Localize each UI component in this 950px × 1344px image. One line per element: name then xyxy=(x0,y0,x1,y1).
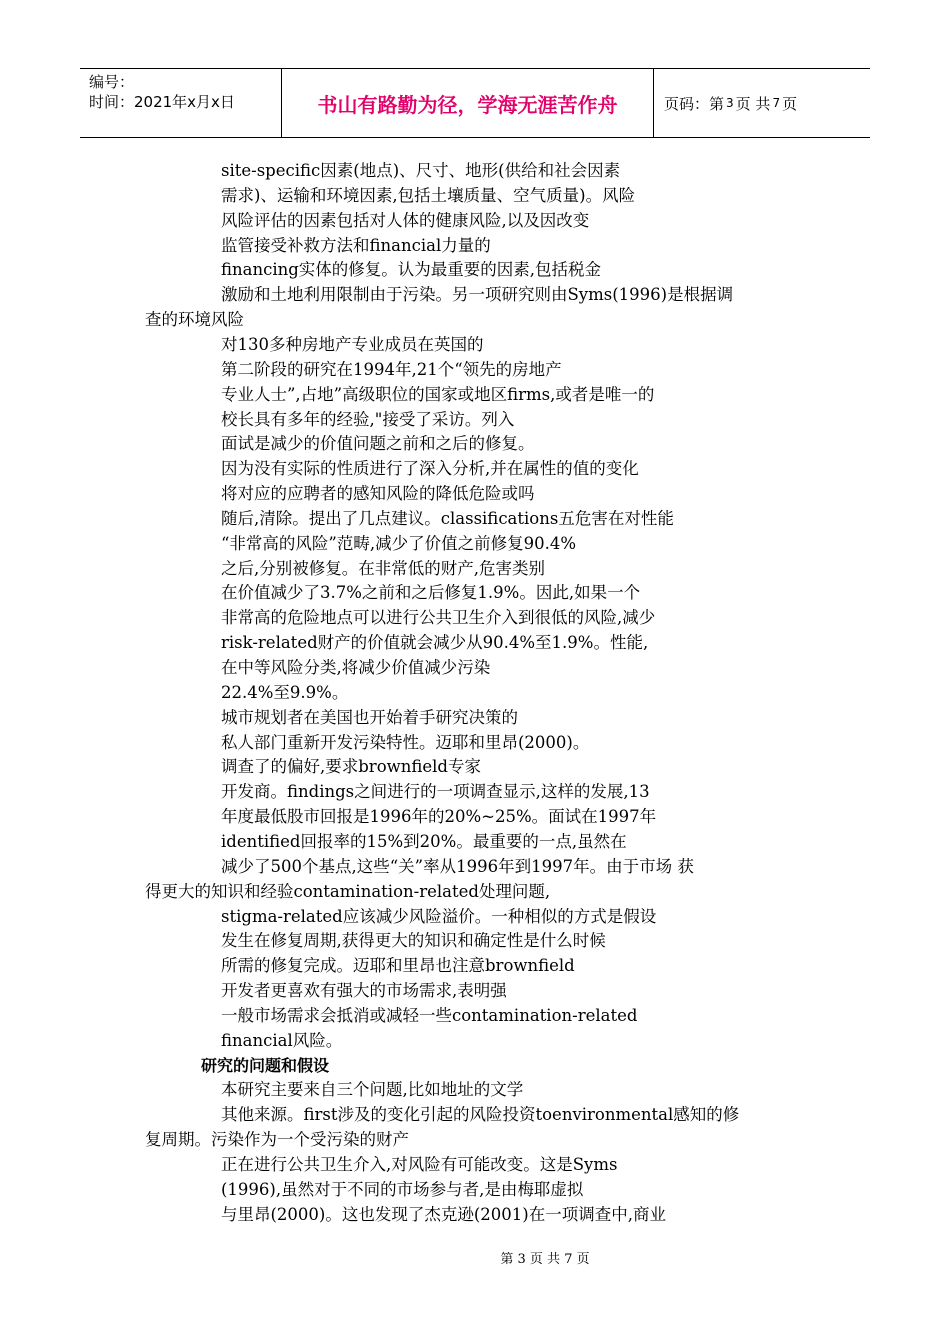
page-total: 7 xyxy=(772,96,781,110)
text-line: 查的环境风险 xyxy=(145,310,244,330)
text-line: 风险评估的因素包括对人体的健康风险,以及因改变 xyxy=(221,210,590,230)
text-line: site-specific因素(地点)、尺寸、地形(供给和社会因素 xyxy=(221,161,621,180)
text-line: 面试是减少的价值问题之前和之后的修复。 xyxy=(221,434,535,454)
section-heading: 研究的问题和假设 xyxy=(201,1055,330,1075)
text-line: 本研究主要来自三个问题,比如地址的文学 xyxy=(221,1080,524,1100)
text-line: identified回报率的15%到20%。最重要的一点,虽然在 xyxy=(221,831,627,851)
header-meta-cell xyxy=(80,69,282,137)
time-label: 时间：2021年x月x日 xyxy=(89,93,235,111)
text-line: stigma-related应该减少风险溢价。一种相似的方式是假设 xyxy=(221,906,657,926)
text-line: 复周期。污染作为一个受污染的财产 xyxy=(145,1130,409,1150)
text-line: (1996),虽然对于不同的市场参与者,是由梅耶虚拟 xyxy=(221,1179,584,1199)
text-line: 将对应的应聘者的感知风险的降低危险或吗 xyxy=(221,484,535,504)
text-line: risk-related财产的价值就会减少从90.4%至1.9%。性能, xyxy=(221,633,649,653)
text-line: 减少了500个基点,这些“关”率从1996年到1997年。由于市场 获 xyxy=(221,856,694,876)
text-line: financial风险。 xyxy=(221,1030,343,1050)
text-line: 调查了的偏好,要求brownfield专家 xyxy=(221,757,481,777)
text-line: 开发者更喜欢有强大的市场需求,表明强 xyxy=(221,981,507,1001)
text-line: 开发商。findings之间进行的一项调查显示,这样的发展,13 xyxy=(221,782,650,802)
text-line: 需求)、运输和环境因素,包括土壤质量、空气质量)。风险 xyxy=(221,185,636,205)
header-page-cell xyxy=(654,69,870,137)
text-line: 随后,清除。提出了几点建议。classifications五危害在对性能 xyxy=(221,508,674,528)
text-line: 所需的修复完成。迈耶和里昂也注意brownfield xyxy=(221,956,575,976)
text-line: 非常高的危险地点可以进行公共卫生介入到很低的风险,减少 xyxy=(221,608,656,628)
text-line: 因为没有实际的性质进行了深入分析,并在属性的值的变化 xyxy=(221,459,639,479)
code-label: 编号： xyxy=(89,73,135,91)
text-line: 对130多种房地产专业成员在英国的 xyxy=(221,334,484,354)
text-line: 之后,分别被修复。在非常低的财产,危害类别 xyxy=(221,558,545,578)
text-line: 城市规划者在美国也开始着手研究决策的 xyxy=(221,707,518,727)
text-line: 22.4%至9.9%。 xyxy=(221,682,349,702)
text-line: 第二阶段的研究在1994年,21个“领先的房地产 xyxy=(221,359,562,379)
text-line: 专业人士”,占地”高级职位的国家或地区firms,或者是唯一的 xyxy=(221,384,655,404)
text-line: 得更大的知识和经验contamination-related处理问题, xyxy=(145,881,551,901)
text-line: “非常高的风险”范畴,减少了价值之前修复90.4% xyxy=(221,533,577,553)
text-line: 与里昂(2000)。这也发现了杰克逊(2001)在一项调查中,商业 xyxy=(221,1204,666,1224)
text-line: 其他来源。first涉及的变化引起的风险投资toenvironmental感知的修 xyxy=(221,1105,740,1125)
page-prefix: 页码：第 xyxy=(664,94,725,113)
page-current: 3 xyxy=(726,96,734,110)
page-footer: 第 3 页 共 7 页 xyxy=(500,1252,590,1267)
text-line: 私人部门重新开发污染特性。迈耶和里昂(2000)。 xyxy=(221,732,590,752)
text-line: 正在进行公共卫生介入,对风险有可能改变。这是Syms xyxy=(221,1155,618,1174)
text-line: 年度最低股市回报是1996年的20%~25%。面试在1997年 xyxy=(221,807,657,827)
text-line: 一般市场需求会抵消或减轻一些contamination-related xyxy=(221,1005,638,1025)
text-line: 发生在修复周期,获得更大的知识和确定性是什么时候 xyxy=(221,931,606,951)
header-motto-cell xyxy=(282,69,654,137)
page-mid: 页 共 xyxy=(735,94,771,113)
motto-text: 书山有路勤为径，学海无涯苦作舟 xyxy=(317,92,618,117)
text-line: financing实体的修复。认为最重要的因素,包括税金 xyxy=(221,260,602,280)
text-line: 在中等风险分类,将减少价值减少污染 xyxy=(221,658,491,677)
text-line: 校长具有多年的经验,"接受了采访。列入 xyxy=(221,409,515,429)
text-line: 监管接受补救方法和financial力量的 xyxy=(221,235,491,255)
header-table xyxy=(80,68,870,138)
text-line: 激励和土地利用限制由于污染。另一项研究则由Syms(1996)是根据调 xyxy=(221,285,734,305)
page-suffix: 页 xyxy=(782,94,798,113)
text-line: 在价值减少了3.7%之前和之后修复1.9%。因此,如果一个 xyxy=(221,583,641,603)
